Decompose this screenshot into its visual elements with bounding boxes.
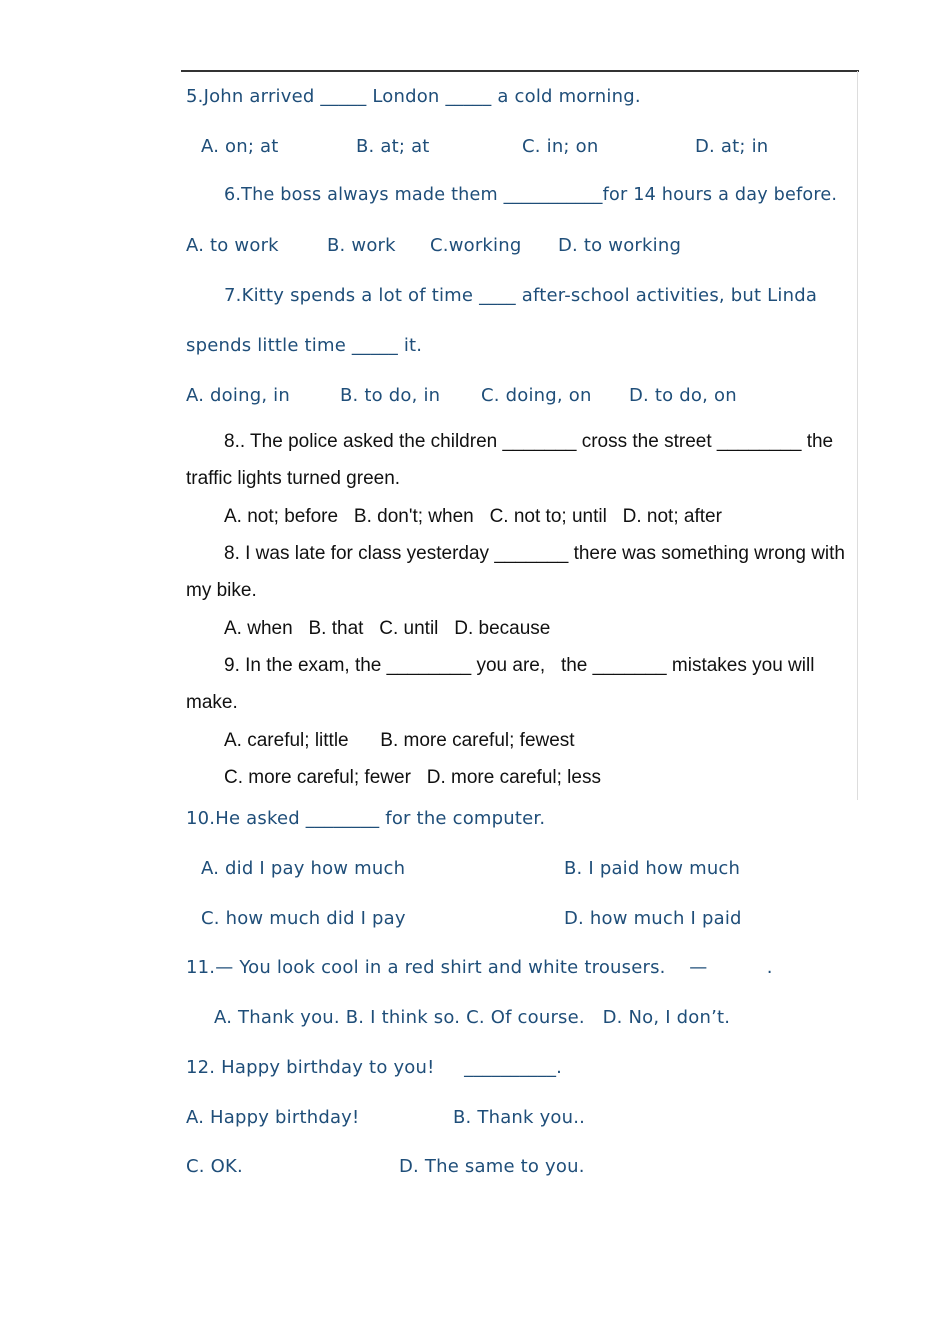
question-8a-stem-line-2: traffic lights turned green. bbox=[186, 468, 401, 489]
question-11-stem: 11.— You look cool in a red shirt and white trousers. — . bbox=[186, 957, 773, 978]
question-5-stem: 5.John arrived _____ London _____ a cold morning. bbox=[186, 86, 641, 107]
question-6-option-b: B. work bbox=[327, 235, 396, 256]
question-5-option-b: B. at; at bbox=[356, 136, 430, 157]
question-7-stem-line-1: 7.Kitty spends a lot of time ____ after-school activities, but Linda bbox=[224, 285, 818, 306]
question-7-option-b: B. to do, in bbox=[340, 385, 441, 406]
question-7-stem-line-2: spends little time _____ it. bbox=[186, 335, 423, 356]
question-6-option-c: C.working bbox=[430, 235, 522, 256]
question-8a-options: A. not; before B. don't; when C. not to; until D. not; after bbox=[224, 506, 722, 527]
question-10-option-a: A. did I pay how much bbox=[201, 858, 406, 879]
question-8b-stem-line-2: my bike. bbox=[186, 580, 257, 601]
question-11-options: A. Thank you. B. I think so. C. Of course. D. No, I don’t. bbox=[214, 1007, 731, 1028]
question-9-options-line-2: C. more careful; fewer D. more careful; less bbox=[224, 767, 601, 788]
question-7-option-a: A. doing, in bbox=[186, 385, 290, 406]
question-8b-stem-line-1: 8. I was late for class yesterday _______ there was something wrong with bbox=[224, 543, 845, 564]
question-12-stem: 12. Happy birthday to you! __________. bbox=[186, 1057, 563, 1078]
question-10-option-b: B. I paid how much bbox=[564, 858, 741, 879]
question-12-option-d: D. The same to you. bbox=[399, 1156, 585, 1177]
question-8a-stem-line-1: 8.. The police asked the children _______ cross the street ________ the bbox=[224, 431, 834, 452]
question-5-option-c: C. in; on bbox=[522, 136, 599, 157]
question-6-stem: 6.The boss always made them ___________for 14 hours a day before. bbox=[224, 185, 838, 205]
question-10-option-d: D. how much I paid bbox=[564, 908, 742, 929]
question-12-option-b: B. Thank you.. bbox=[453, 1107, 586, 1128]
question-7-option-d: D. to do, on bbox=[629, 385, 737, 406]
question-12-option-a: A. Happy birthday! bbox=[186, 1107, 360, 1128]
question-9-stem-line-2: make. bbox=[186, 692, 238, 713]
question-7-option-c: C. doing, on bbox=[481, 385, 592, 406]
question-9-stem-line-1: 9. In the exam, the ________ you are, the _______ mistakes you will bbox=[224, 655, 815, 676]
question-5-option-d: D. at; in bbox=[695, 136, 769, 157]
right-margin-line bbox=[857, 71, 858, 800]
question-5-option-a: A. on; at bbox=[201, 136, 279, 157]
top-rule bbox=[181, 70, 859, 72]
question-6-option-d: D. to working bbox=[558, 235, 682, 256]
question-9-options-line-1: A. careful; little B. more careful; fewest bbox=[224, 730, 575, 751]
question-6-option-a: A. to work bbox=[186, 235, 279, 256]
question-10-stem: 10.He asked ________ for the computer. bbox=[186, 808, 546, 829]
question-12-option-c: C. OK. bbox=[186, 1156, 243, 1177]
question-8b-options: A. when B. that C. until D. because bbox=[224, 618, 551, 639]
question-10-option-c: C. how much did I pay bbox=[201, 908, 406, 929]
